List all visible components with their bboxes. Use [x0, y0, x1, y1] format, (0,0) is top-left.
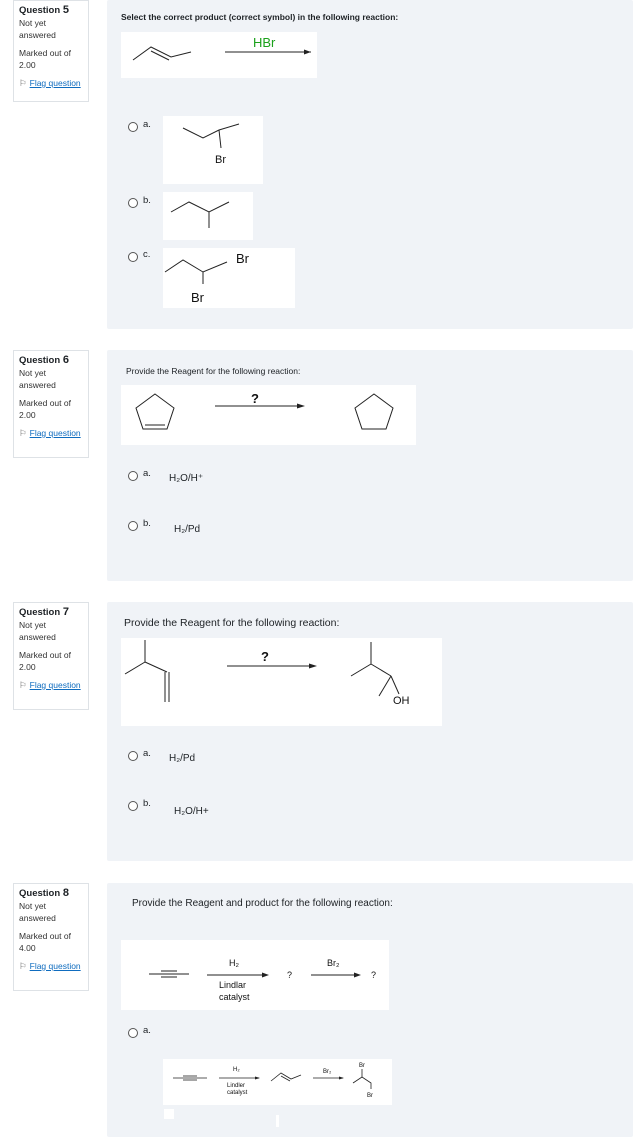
option-a-structure [163, 116, 263, 184]
option-a-radio[interactable] [128, 122, 138, 132]
svg-text:Br₂: Br₂ [327, 958, 340, 968]
option-a-structure [163, 1059, 392, 1105]
question-prompt: Provide the Reagent for the following reaction: [126, 366, 301, 376]
question-marks-label: Marked out of [19, 650, 71, 660]
question-status: Not yet [19, 368, 46, 378]
option-b-radio[interactable] [128, 521, 138, 531]
option-b-answer: H₂/Pd [174, 524, 201, 535]
question-info-panel [13, 0, 89, 102]
question-content [107, 350, 633, 581]
svg-text:Br: Br [191, 290, 204, 305]
svg-text:Lindlar: Lindlar [219, 980, 247, 990]
flag-question-link[interactable]: ⚐ Flag question [19, 428, 81, 438]
svg-text:H₂: H₂ [229, 958, 239, 968]
question-status: answered [19, 30, 56, 40]
option-b-radio[interactable] [128, 801, 138, 811]
image-placeholder [164, 1109, 174, 1119]
question-status: Not yet [19, 18, 46, 28]
question-status: answered [19, 913, 56, 923]
svg-text:Br: Br [236, 251, 249, 266]
reaction-scheme [121, 32, 317, 78]
reactant-alkene [133, 47, 191, 60]
reaction-scheme [121, 638, 442, 726]
question-number: Question 8 [19, 887, 69, 899]
question-number: Question 5 [19, 4, 69, 16]
option-b-answer: H₂O/H+ [174, 806, 209, 817]
reaction-scheme [121, 940, 389, 1010]
question-marks-value: 4.00 [19, 943, 36, 953]
product-unknown: ? [371, 970, 377, 980]
option-a-radio[interactable] [128, 471, 138, 481]
flag-icon: ⚐ [19, 680, 27, 690]
question-status: answered [19, 632, 56, 642]
option-a-radio[interactable] [128, 751, 138, 761]
question-marks-label: Marked out of [19, 931, 71, 941]
option-b-letter: b. [143, 798, 151, 809]
option-b-letter: b. [143, 195, 151, 206]
product-oh-label: OH [393, 695, 410, 707]
question-info-panel [13, 883, 89, 991]
question-marks-value: 2.00 [19, 662, 36, 672]
svg-text:Br: Br [215, 154, 226, 166]
question-number: Question 6 [19, 354, 69, 366]
reaction-scheme [121, 385, 416, 445]
svg-text:Br: Br [359, 1063, 365, 1069]
option-a-letter: a. [143, 1025, 151, 1036]
flag-icon: ⚐ [19, 428, 27, 438]
flag-icon: ⚐ [19, 961, 27, 971]
question-marks-value: 2.00 [19, 60, 36, 70]
option-a-letter: a. [143, 468, 151, 479]
question-content [107, 0, 633, 329]
question-prompt: Select the correct product (correct symbol) in the following reaction: [121, 12, 399, 22]
image-placeholder [276, 1115, 279, 1127]
question-status: answered [19, 380, 56, 390]
question-info-panel [13, 350, 89, 458]
question-marks-label: Marked out of [19, 48, 71, 58]
reagent-label: HBr [253, 35, 276, 50]
reagent-label: ? [251, 391, 259, 406]
option-a-answer: H₂O/H⁺ [169, 473, 204, 484]
question-info-panel [13, 602, 89, 710]
option-c-radio[interactable] [128, 252, 138, 262]
option-b-structure [163, 192, 253, 240]
intermediate-unknown: ? [287, 970, 293, 980]
option-b-radio[interactable] [128, 198, 138, 208]
question-marks-value: 2.00 [19, 410, 36, 420]
svg-text:catalyst: catalyst [227, 1090, 248, 1096]
svg-text:catalyst: catalyst [219, 992, 250, 1002]
option-a-answer: H₂/Pd [169, 753, 196, 764]
flag-question-link[interactable]: ⚐ Flag question [19, 78, 81, 88]
question-prompt: Provide the Reagent for the following reaction: [124, 617, 340, 629]
question-content [107, 883, 633, 1137]
question-number: Question 7 [19, 606, 69, 618]
question-status: Not yet [19, 620, 46, 630]
svg-text:H₂: H₂ [233, 1067, 240, 1073]
svg-text:Lindler: Lindler [227, 1083, 246, 1089]
svg-text:Br₂: Br₂ [323, 1069, 332, 1075]
option-b-letter: b. [143, 518, 151, 529]
option-a-radio[interactable] [128, 1028, 138, 1038]
option-c-letter: c. [143, 249, 151, 260]
option-c-structure [163, 248, 295, 308]
flag-question-link[interactable]: ⚐ Flag question [19, 680, 81, 690]
question-status: Not yet [19, 901, 46, 911]
flag-icon: ⚐ [19, 78, 27, 88]
option-a-letter: a. [143, 748, 151, 759]
question-prompt: Provide the Reagent and product for the following reaction: [132, 898, 393, 909]
svg-text:Br: Br [367, 1093, 373, 1099]
reagent-label: ? [261, 649, 269, 664]
question-content [107, 602, 633, 861]
question-marks-label: Marked out of [19, 398, 71, 408]
option-a-letter: a. [143, 119, 151, 130]
flag-question-link[interactable]: ⚐ Flag question [19, 961, 81, 971]
